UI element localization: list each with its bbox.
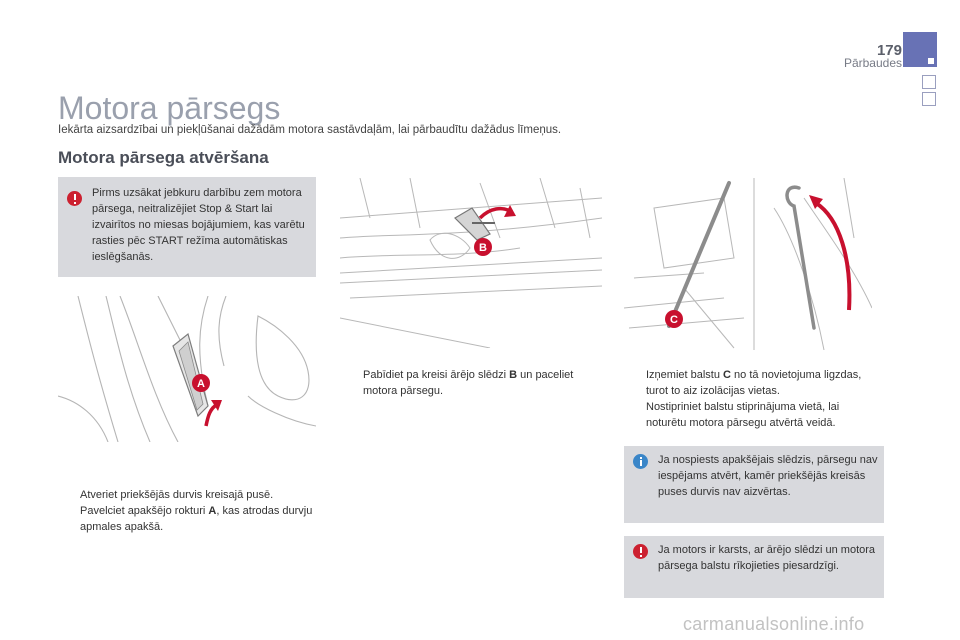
watermark: carmanualsonline.info: [683, 614, 865, 634]
step-text: Pavelciet apakšējo rokturi: [80, 505, 209, 517]
warning-icon: [633, 544, 648, 559]
step-item: [58, 503, 316, 535]
steps-column-3: [624, 367, 874, 431]
section-heading: Motora pārsega atvēršana: [58, 148, 269, 167]
step-text: Nostipriniet balstu stiprinājuma vietā, lai noturētu motora pārsegu atvērtā veidā.: [646, 401, 840, 429]
section-tab-empty: [922, 92, 936, 106]
section-tab-empty: [922, 75, 936, 89]
warning-note-stop-start: [58, 177, 316, 277]
info-note-door: [624, 446, 884, 523]
page-number: 179: [876, 42, 902, 59]
page-subtitle: Iekārta aizsardzībai un piekļūšanai dažādām motora sastāvdaļām, lai pārbaudītu dažādus līmeņus.: [58, 124, 562, 136]
hood-release-illustration: [340, 178, 602, 348]
step-text: Izņemiet balstu: [646, 369, 724, 381]
info-note-text: Ja nospiests apakšējais slēdzis, pārsegu nav iespējams atvērt, kamēr priekšējās kreisās puses durvis nav aizvērtas.: [658, 454, 878, 498]
step-item: [58, 487, 316, 503]
section-tab-marker: [928, 58, 934, 64]
warning-note-hot-engine: [624, 536, 884, 598]
section-name: Pārbaudes: [843, 56, 902, 70]
info-icon: [633, 454, 648, 469]
step-item: [341, 367, 603, 399]
hood-prop-illustration: [624, 178, 872, 350]
warning-icon: [67, 191, 82, 206]
page-title: Motora pārsegs: [58, 90, 281, 126]
steps-column-2: [341, 367, 603, 399]
callout-a-label: A: [197, 378, 205, 390]
step-text: un paceliet motora pārsegu.: [363, 369, 574, 397]
steps-column-1: [58, 487, 316, 535]
step-item: [624, 399, 874, 431]
callout-c-label: C: [670, 314, 678, 326]
step-callout-ref: A: [208, 505, 217, 517]
step-text: , kas atrodas durvju apmales apakšā.: [80, 505, 313, 533]
step-text: Pabīdiet pa kreisi ārējo slēdzi: [363, 369, 510, 381]
warning-note-text: Ja motors ir karsts, ar ārējo slēdzi un motora pārsega balstu rīkojieties piesardzīgi.: [658, 544, 876, 572]
door-sill-illustration: [58, 296, 316, 442]
step-text: Atveriet priekšējās durvis kreisajā pusē.: [80, 489, 274, 501]
warning-note-text: Pirms uzsākat jebkuru darbību zem motora pārsega, neitralizējiet Stop & Start lai izvairītos no miesas bojājumiem, kas varētu rasties pēc START režīma automātiskas ieslēgšanās.: [92, 187, 305, 263]
step-item: [624, 367, 874, 399]
step-callout-ref: C: [723, 369, 731, 381]
step-text: no tā novietojuma ligzdas, turot to aiz izolācijas vietas.: [646, 369, 862, 397]
callout-b-label: B: [479, 242, 487, 254]
step-callout-ref: B: [509, 369, 518, 381]
